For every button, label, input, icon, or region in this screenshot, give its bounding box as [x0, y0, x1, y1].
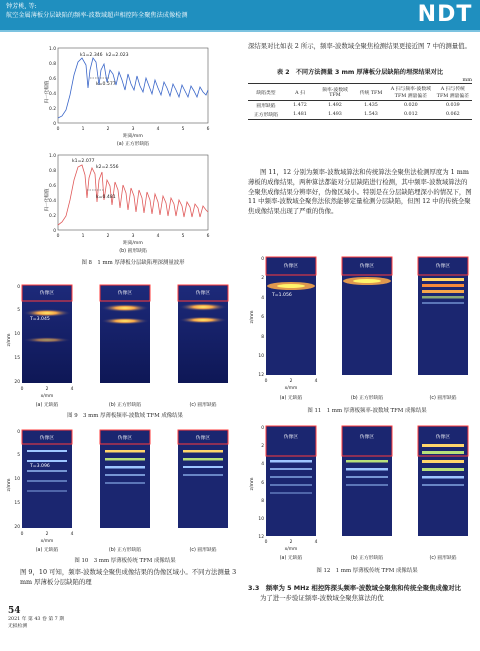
fig8-top-xtick: 1 [81, 127, 85, 132]
fig9-c-artifact-label: 伪像区 [195, 291, 211, 296]
right-paragraph: 图 11，12 分别为频率-波数域算法和传统算法全聚焦法检测厚度为 1 mm 薄板的成像结果，两种算法都能对分层缺陷进行检测，其中频率-波数域算法的全聚焦成像结果分辨率好，伪像区域小。特别是在分层缺陷埋深小的情况下，图 11 中频率-波数域全聚焦法依然能够定量检测分层缺陷，但图 12 中的传统全聚焦成像结果出现了严重的伪像。 [248, 168, 472, 216]
fig11-ytick: 4 [261, 296, 264, 301]
table2-title: 表 2 不同方法测量 3 mm 厚薄板分层缺陷的埋深结果对比 [276, 69, 444, 76]
fig8-bottom-ytick: 0.2 [49, 214, 56, 219]
fig9-ytick: 0 [17, 285, 20, 290]
table2-grid [248, 83, 472, 120]
fig9-sub-b: (b) 正方形缺陷 [108, 403, 142, 408]
fig8-top-ytick: 0 [53, 122, 56, 127]
table2-header-cell: A 扫 [295, 90, 305, 96]
fig11-a-artifact-label: 伪像区 [283, 264, 299, 269]
fig8-bottom-wave [58, 165, 208, 225]
fig12-ytick: 4 [261, 462, 264, 467]
fig12-panel-b [342, 426, 392, 536]
fig11-ylabel: z/mm [250, 310, 255, 324]
header-rule [0, 30, 480, 32]
section-heading: 3.3 频率为 5 MHz 相控阵探头频率-波数域全聚焦和传统全聚焦成像对比 [248, 584, 462, 592]
fig9-panel-c [178, 285, 228, 383]
fig8-bottom-xtick: 6 [206, 234, 210, 239]
fig8-top-ann-k2: k2=2.023 [106, 53, 129, 58]
fig8-bottom-ann-k2: k2=2.556 [96, 165, 119, 170]
journal-issue: 2021 年 第 43 卷 第 7 期 [8, 617, 65, 622]
fig9-t-label: T=3.045 [30, 317, 50, 322]
fig11-sub-b: (b) 正方形缺陷 [350, 396, 384, 401]
fig8-bottom-ytick: 0.6 [49, 184, 56, 189]
table2-unit: mm [462, 77, 472, 83]
fig9-sub-a: (a) 无缺陷 [35, 403, 59, 408]
left-body-text [20, 568, 238, 588]
journal-name: 无损检测 [8, 624, 28, 629]
fig12-panel-a [266, 426, 316, 536]
fig11-b-artifact-label: 伪像区 [359, 264, 375, 269]
fig8-caption: 图 8 1 mm 厚薄板分层缺陷理深测量波形 [81, 260, 185, 266]
fig8-top-xtick: 6 [206, 127, 210, 132]
figure-8 [0, 40, 240, 270]
page-header [0, 0, 480, 40]
fig8-bottom-xtick: 3 [131, 234, 135, 239]
fig11-caption: 图 11 1 mm 厚薄板频率-波数域 TFM 成像结果 [307, 408, 427, 414]
fig12-panel-c [418, 426, 468, 536]
table2-cell: 1.493 [328, 112, 342, 117]
left-paragraph: 图 9，10 可知，频率-波数域全聚焦成像结果的伪像区域小。不同方法测量 3 mm 厚薄板分层缺陷的理 [20, 568, 237, 586]
fig8-bottom-ylabel: 归一化幅值 [45, 188, 50, 212]
fig8-plot-bottom [43, 153, 210, 254]
fig8-bottom-xtick: 0 [56, 234, 60, 239]
header-authors: 钟芳桃, 等: [6, 3, 37, 10]
fig12-xtick: 0 [264, 540, 268, 545]
fig10-caption: 图 10 3 mm 厚薄板传统 TFM 成像结果 [74, 558, 176, 564]
fig10-panel-a [22, 430, 72, 528]
fig8-top-ann-k: k=0.577 [96, 82, 116, 87]
section-text: 为了进一步验证频率-波数域全聚焦算法的优 [260, 593, 384, 602]
table2-header-row [248, 84, 472, 101]
right-body-text [248, 168, 472, 217]
fig12-xtick: 4 [314, 540, 318, 545]
table2-header-cell: A 扫与频率-波数域 TFM 测量偏差 [390, 87, 431, 99]
table2-cell: 0.012 [403, 112, 418, 117]
fig10-xtick: 0 [20, 532, 24, 537]
fig8-top-xtick: 0 [56, 127, 60, 132]
fig11-ytick: 12 [258, 373, 264, 378]
fig9-panel-a [22, 285, 72, 383]
table2-cell: 正方形缺陷 [254, 113, 278, 118]
fig11-xlabel: x/mm [284, 386, 298, 391]
fig9-caption: 图 9 3 mm 厚薄板频率-波数域 TFM 成像结果 [67, 413, 183, 419]
fig9-xtick: 4 [70, 387, 74, 392]
fig11-ytick: 10 [258, 354, 264, 359]
fig9-xtick: 2 [45, 387, 49, 392]
fig8-bottom-ann-k: k=0.481 [96, 195, 116, 200]
fig8-top-xtick: 5 [181, 127, 185, 132]
fig8-top-ytick: 0.2 [49, 107, 56, 112]
fig10-a-artifact-label: 伪像区 [39, 436, 55, 441]
fig8-bottom-xtick: 2 [106, 234, 110, 239]
table2-header-cell: 频率-波数域 TFM [322, 88, 348, 98]
table2-cell: 1.543 [364, 112, 378, 117]
fig12-b-artifact-label: 伪像区 [359, 435, 375, 440]
fig8-bottom-xtick: 5 [181, 234, 185, 239]
table2-cell: 圆形缺陷 [256, 104, 276, 109]
fig10-xtick: 2 [45, 532, 49, 537]
fig11-sub-c: (c) 圆形缺陷 [429, 396, 457, 401]
fig12-ytick: 0 [261, 426, 264, 431]
fig12-c-artifact-label: 伪像区 [435, 435, 451, 440]
figure-12 [244, 424, 480, 584]
fig8-bottom-ytick: 0 [53, 229, 56, 234]
fig8-bottom-xlabel: 距离/mm [123, 241, 143, 246]
table2-header-cell: 缺陷类型 [256, 90, 276, 96]
right-top-paragraph: 深结果对比如表 2 所示，频率-波数域全聚焦检测结果更接近图 7 中的测量值。 [248, 42, 471, 50]
figure-10 [0, 425, 240, 565]
fig8-top-xlabel: 距离/mm [123, 134, 143, 139]
fig9-ytick: 15 [14, 356, 20, 361]
fig11-xtick: 2 [289, 379, 293, 384]
fig9-a-artifact-label: 伪像区 [39, 291, 55, 296]
fig9-ytick: 5 [17, 308, 20, 313]
table2-header-cell: 传统 TFM [359, 90, 383, 96]
fig8-top-xtick: 3 [131, 127, 135, 132]
fig10-ylabel: z/mm [7, 478, 12, 492]
fig8-bottom-xtick: 4 [156, 234, 160, 239]
page-number: 54 [8, 606, 21, 616]
table2-cell: 1.492 [328, 103, 342, 108]
fig12-ytick: 6 [261, 481, 264, 486]
fig9-ytick: 10 [14, 332, 20, 337]
table2-cell: 1.435 [364, 103, 378, 108]
fig10-sub-a: (a) 无缺陷 [35, 548, 59, 553]
table2-cell: 0.020 [403, 103, 418, 108]
fig11-sub-a: (a) 无缺陷 [279, 396, 303, 401]
fig10-ytick: 20 [14, 525, 20, 530]
fig8-top-sub: (a) 正方形缺陷 [116, 142, 150, 147]
table-2 [248, 68, 472, 120]
fig8-bottom-ytick: 1.0 [49, 154, 56, 159]
fig11-xtick: 4 [314, 379, 318, 384]
fig8-top-ytick: 0.8 [49, 62, 56, 67]
fig10-ytick: 15 [14, 501, 20, 506]
figure-9 [0, 280, 240, 420]
table2-header-cell: A 扫与传统 TFM 测量偏差 [436, 87, 469, 99]
fig8-top-ylabel: 归一化幅值 [45, 80, 50, 104]
table2-cell: 0.039 [445, 103, 460, 108]
fig12-sub-a: (a) 无缺陷 [279, 556, 303, 561]
fig12-ytick: 10 [258, 517, 264, 522]
fig12-sub-c: (c) 圆形缺陷 [429, 556, 457, 561]
fig9-ylabel: z/mm [7, 333, 12, 347]
fig11-ytick: 8 [261, 335, 264, 340]
fig10-xlabel: x/mm [40, 539, 54, 544]
fig10-t-label: T=3.096 [30, 464, 50, 469]
right-top-text [248, 42, 472, 52]
fig10-ytick: 5 [17, 453, 20, 458]
page-footer [8, 606, 108, 630]
header-title: 航空金属薄板分层缺陷的频率-波数域超声相控阵全聚焦法成像检测 [6, 12, 188, 19]
fig10-xtick: 4 [70, 532, 74, 537]
fig12-ytick: 2 [261, 444, 264, 449]
fig11-panel-b [342, 257, 392, 375]
fig9-ytick: 20 [14, 380, 20, 385]
fig10-b-artifact-label: 伪像区 [117, 436, 133, 441]
fig12-caption: 图 12 1 mm 厚薄板传统 TFM 成像结果 [316, 568, 418, 574]
fig10-ytick: 0 [17, 430, 20, 435]
fig10-panel-c [178, 430, 228, 528]
fig11-panel-c [418, 257, 468, 375]
fig10-sub-b: (b) 正方形缺陷 [108, 548, 142, 553]
fig8-bottom-xtick: 1 [81, 234, 85, 239]
fig9-xlabel: x/mm [40, 394, 54, 399]
fig8-top-xtick: 2 [106, 127, 110, 132]
table2-cell: 1.481 [293, 112, 307, 117]
fig8-top-xtick: 4 [156, 127, 160, 132]
fig12-xtick: 2 [289, 540, 293, 545]
fig9-b-artifact-label: 伪像区 [117, 291, 133, 296]
fig12-ytick: 8 [261, 499, 264, 504]
fig12-sub-b: (b) 正方形缺陷 [350, 556, 384, 561]
fig10-c-artifact-label: 伪像区 [195, 436, 211, 441]
fig8-bottom-ytick: 0.4 [49, 199, 56, 204]
fig8-top-ann-k1: k1=2.346 [80, 53, 103, 58]
fig8-top-ytick: 1.0 [49, 47, 56, 52]
fig8-top-wave [58, 58, 208, 118]
section-3-3 [248, 584, 472, 604]
figure-11 [244, 252, 480, 422]
fig11-c-artifact-label: 伪像区 [435, 264, 451, 269]
table-row [248, 110, 472, 120]
fig10-panel-b [100, 430, 150, 528]
fig8-bottom-ytick: 0.8 [49, 169, 56, 174]
fig9-sub-c: (c) 圆形缺陷 [189, 403, 217, 408]
fig11-ytick: 2 [261, 276, 264, 281]
fig9-panel-b [100, 285, 150, 383]
fig12-ytick: 12 [258, 535, 264, 540]
journal-logo: NDT [417, 2, 473, 27]
fig8-top-ytick: 0.6 [49, 77, 56, 82]
fig10-sub-c: (c) 圆形缺陷 [189, 548, 217, 553]
fig8-bottom-sub: (b) 圆形缺陷 [119, 249, 147, 254]
fig8-top-ytick: 0.4 [49, 92, 56, 97]
fig11-xtick: 0 [264, 379, 268, 384]
fig11-panel-a [266, 257, 316, 375]
fig11-ytick: 6 [261, 315, 264, 320]
table2-cell: 1.472 [293, 103, 307, 108]
table2-cell: 0.062 [445, 112, 460, 117]
table-row [248, 101, 472, 111]
fig12-ylabel: z/mm [250, 477, 255, 491]
fig8-plot-top [43, 46, 210, 147]
fig8-bottom-ann-k1: k1=2.077 [72, 159, 95, 164]
fig9-xtick: 0 [20, 387, 24, 392]
fig11-t-label: T=1.056 [272, 293, 292, 298]
fig11-ytick: 0 [261, 257, 264, 262]
fig10-ytick: 10 [14, 477, 20, 482]
fig12-xlabel: x/mm [284, 547, 298, 552]
fig12-a-artifact-label: 伪像区 [283, 435, 299, 440]
